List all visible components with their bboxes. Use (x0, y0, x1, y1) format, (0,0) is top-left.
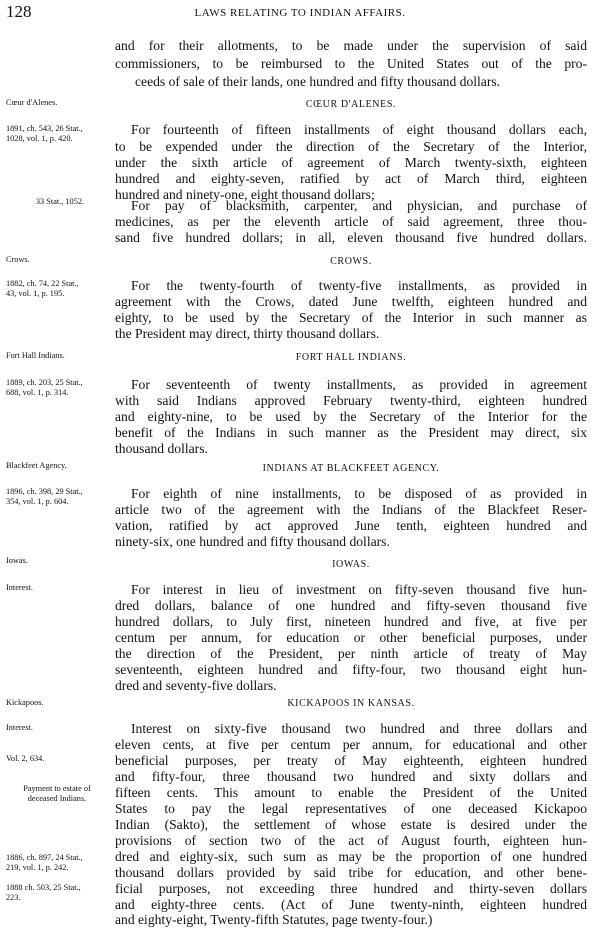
body-line: and fifty-four, three thousand two hundred and sixty dollars and (115, 769, 587, 784)
body-line: For interest in lieu of investment on fifty-seven thousand five hun- (131, 582, 587, 597)
margin-citation: Vol. 2, 634. (6, 754, 45, 763)
margin-citation: Interest. (6, 583, 33, 592)
body-line: hundred dollars, to July first, nineteen hundred and five, at five per (115, 614, 587, 629)
section-heading: FORT HALL INDIANS. (295, 352, 407, 363)
margin-citation: 1888 ch. 503, 25 Stat., 223. (6, 883, 81, 902)
body-line: States to pay the legal representatives of one deceased Kickapoo (115, 801, 587, 816)
body-line: to be expended under the direction of the Secretary of the Interior, (115, 139, 587, 154)
margin-citation: Interest. (6, 723, 33, 732)
body-line: seventeenth, eighteen hundred and fifty-four, two thousand eight hun- (115, 662, 587, 677)
body-line: the direction of the President, per ninth article of treaty of May (115, 646, 587, 661)
margin-citation: 1891, ch. 543, 26 Stat., 1028, vol. 1, p. 420. (6, 124, 83, 143)
body-line: sand five hundred dollars; in all, eleven thousand five hundred dollars. (115, 230, 587, 245)
body-line: and eighty-nine, to be used by the Secretary of the Interior for the (115, 409, 587, 424)
margin-label: Fort Hall Indians. (6, 351, 65, 360)
body-line: For the twenty-fourth of twenty-five installments, as provided in (131, 278, 587, 293)
margin-citation: 1896, ch. 398, 29 Stat., 354, vol. 1, p. 604. (6, 487, 83, 506)
body-line: dred and eighty-six, such sum as may be the proportion of one hundred (115, 849, 587, 864)
running-header: LAWS RELATING TO INDIAN AFFAIRS. (194, 7, 406, 19)
body-line: For pay of blacksmith, carpenter, and physician, and purchase of (131, 198, 587, 213)
margin-label: Crows. (6, 255, 30, 264)
body-line: commissioners, to be reimbursed to the United States out of the pro- (115, 56, 587, 71)
margin-label: Cœur d'Alenes. (6, 98, 58, 107)
section-heading: CŒUR D'ALENES. (305, 99, 397, 110)
body-line: with said Indians approved February twenty-third, eighteen hundred (115, 393, 587, 408)
body-line: eleven cents, at five per centum per annum, for educational and other (115, 737, 587, 752)
body-line: For seventeenth of twenty installments, as provided in agreement (131, 377, 587, 392)
body-line: Interest on sixty-five thousand two hundred and three dollars and (131, 721, 587, 736)
body-line: For fourteenth of fifteen installments of eight thousand dollars each, (131, 122, 587, 137)
body-line: centum per annum, for education or other beneficial purposes, under (115, 630, 587, 645)
body-line: medicines, as per the eleventh article of said agreement, three thou- (115, 214, 587, 229)
body-line: the President may direct, thirty thousand dollars. (115, 326, 380, 341)
body-line: under the sixth article of agreement of March twenty-sixth, eighteen (115, 155, 587, 170)
section-heading: CROWS. (330, 256, 372, 267)
body-line: agreement with the Crows, dated June twelfth, eighteen hundred and (115, 294, 587, 309)
body-line: vation, ratified by act approved June tenth, eighteen hundred and (115, 518, 587, 533)
section-heading: INDIANS AT BLACKFEET AGENCY. (262, 463, 440, 474)
margin-citation: Payment to estate of deceased Indians. (23, 784, 91, 803)
page-number: 128 (6, 2, 32, 21)
margin-label: Iowas. (6, 556, 28, 565)
section-heading: KICKAPOOS IN KANSAS. (287, 698, 415, 709)
margin-citation: 1889, ch. 203, 25 Stat., 688, vol. 1, p. 314. (6, 378, 83, 397)
body-line: and for their allotments, to be made under the supervision of said (115, 38, 587, 53)
body-line: ficial purposes, not exceeding three hundred and thirty-seven dollars (115, 881, 587, 896)
margin-citation: 33 Stat., 1052. (35, 197, 85, 206)
body-line: For eighth of nine installments, to be disposed of as provided in (131, 486, 587, 501)
body-line: provisions of section two of the act of August fourth, eighteen hun- (115, 833, 587, 848)
body-line: thousand dollars. (115, 441, 208, 456)
margin-label: Kickapoos. (6, 698, 44, 707)
body-line: dred dollars, balance of one hundred and fifty-seven thousand five (115, 598, 587, 613)
body-line: ninety-six, one hundred and fifty thousand dollars. (115, 534, 390, 549)
body-line: dred and seventy-five dollars. (115, 678, 277, 693)
body-line: hundred and ninety-one, eight thousand dollars; (115, 187, 375, 202)
margin-label: Blackfeet Agency. (6, 461, 67, 470)
body-line: hundred and eighty-seven, ratified by act of March third, eighteen (115, 171, 587, 186)
body-line: and eighty-eight, Twenty-fifth Statutes, page twenty-four.) (115, 912, 433, 927)
margin-citation: 1882, ch. 74, 22 Stat., 43, vol. 1, p. 195. (6, 279, 79, 298)
body-line: benefit of the Indians in such manner as the President may direct, six (115, 425, 587, 440)
body-line: thousand dollars provided by said tribe for education, and other bene- (115, 865, 587, 880)
body-line: Indian (Sakto), the settlement of whose estate is desired under the (115, 817, 587, 832)
body-line: ceeds of sale of their lands, one hundred and fifty thousand dollars. (135, 74, 501, 89)
body-line: and eighty-three cents. (Act of June twenty-ninth, eighteen hundred (115, 897, 587, 912)
margin-citation: 1886, ch. 897, 24 Stat., 219, vol. 1, p. 242. (6, 853, 83, 872)
body-line: fifteen cents. This amount to enable the President of the United (115, 785, 587, 800)
body-line: beneficial purposes, per treaty of May eighteenth, eighteen hundred (115, 753, 587, 768)
body-line: article two of the agreement with the Indians of the Blackfeet Reser- (115, 502, 587, 517)
section-heading: IOWAS. (332, 559, 370, 570)
body-line: eighty, to be used by the Secretary of the Interior in such manner as (115, 310, 587, 325)
